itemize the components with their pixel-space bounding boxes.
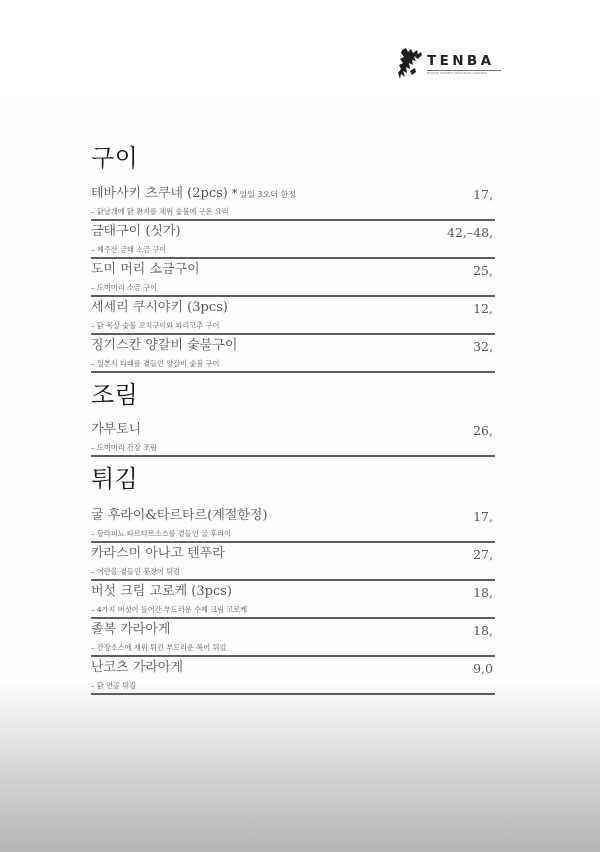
item-price: 18, [473, 623, 493, 638]
item-name: 도미 머리 소금구이 [91, 262, 200, 277]
menu-item [91, 619, 495, 657]
note-star: * [231, 187, 238, 200]
item-name: 버섯 크림 고로케 (3pcs) [91, 584, 232, 599]
brand-subtitle: MODERN JAPANESE RESTAURANT GANGNAM [427, 72, 487, 75]
menu-item [91, 419, 495, 457]
item-price: 9,0 [473, 661, 493, 676]
item-price: 42,–48, [446, 225, 493, 240]
item-price: 18, [473, 585, 493, 600]
section-title-grill: 구이 [91, 144, 139, 172]
horse-calligraphy-icon [396, 47, 424, 81]
menu-item [91, 335, 495, 373]
item-name: 세세리 쿠시야키 (3pcs) [91, 300, 228, 315]
item-description: – 4가지 버섯이 들어간 부드러운 수제 크림 고로케 [91, 605, 248, 614]
item-name: 졸복 가라아게 [91, 622, 171, 637]
menu-item [91, 221, 495, 259]
menu-item [91, 297, 495, 335]
menu-item [91, 543, 495, 581]
item-name: 굴 후라이&타르타르(계절한정) [91, 508, 268, 523]
item-description: – 간장소스에 재워 튀긴 부드러운 복어 튀김 [91, 643, 227, 652]
item-description: – 할라피뇨 타르타르소스를 곁들인 굴 후라이 [91, 529, 231, 538]
item-name: 테바사키 츠쿠네 (2pcs) * 일일 3오더 한정 [91, 186, 296, 201]
item-price: 32, [473, 339, 493, 354]
menu-item [91, 581, 495, 619]
item-description: – 도미머리 간장 조림 [91, 443, 157, 452]
item-price: 27, [473, 547, 493, 562]
logo-divider [427, 70, 501, 71]
section-title-fried: 튀김 [91, 465, 139, 493]
item-price: 25, [473, 263, 493, 278]
item-price: 17, [473, 187, 493, 202]
menu-item [91, 259, 495, 297]
item-name: 난코츠 가라아게 [91, 660, 184, 675]
item-price: 17, [473, 509, 493, 524]
menu-item [91, 505, 495, 543]
section-title-braised: 조림 [91, 381, 139, 409]
item-description: – 도미머리 소금 구이 [91, 283, 157, 292]
item-name: 금태구이 (싯가) [91, 224, 181, 239]
item-description: – 닭 연골 튀김 [91, 681, 137, 690]
item-price: 26, [473, 423, 493, 438]
menu-item [91, 183, 495, 221]
item-description: – 닭 목살 숯불 꼬치구이와 파리고추 구이 [91, 321, 220, 330]
restaurant-logo [396, 47, 506, 83]
item-description: – 어란을 곁들인 붕장어 튀김 [91, 567, 181, 576]
item-price: 12, [473, 301, 493, 316]
item-note: 일일 3오더 한정 [239, 190, 296, 199]
item-name: 카라스미 아나고 텐푸라 [91, 546, 225, 561]
item-description: – 닭날개에 닭 완자를 채워 숯불에 구운 요리 [91, 207, 229, 216]
item-description: – 일본식 타래를 곁들인 양갈비 숯불 구이 [91, 359, 220, 368]
item-name: 가부토니 [91, 422, 142, 437]
item-description: – 제주산 금태 소금 구이 [91, 245, 167, 254]
menu-item [91, 657, 495, 695]
brand-name: TENBA [427, 53, 495, 69]
item-name: 징기스칸 양갈비 숯불구이 [91, 338, 238, 353]
